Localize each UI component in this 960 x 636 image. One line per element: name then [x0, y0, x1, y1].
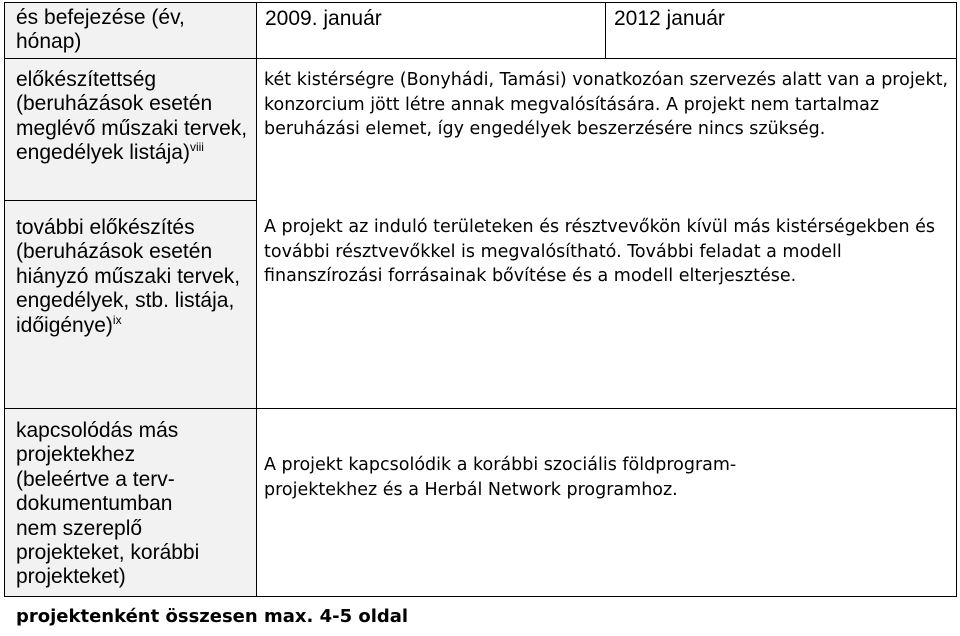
rule: [5, 58, 957, 59]
end-date: 2012 január: [614, 7, 725, 30]
label-links: kapcsolódás más projektekhez (beleértve a terv-dokumentumban nem szereplő projekteket, korábbi projekteket): [16, 419, 200, 589]
rule: [4, 2, 5, 597]
rule: [256, 2, 257, 597]
preparedness-text: két kistérségre (Bonyhádi, Tamási) vonatkozóan szervezés alatt van a projekt, konzorcium jött létre annak megvalósítására. A projekt nem tartalmaz beruházási elemet, így engedélyek beszerzésére nincs szükség.: [264, 70, 949, 140]
rule: [5, 596, 957, 597]
links-text: A projekt kapcsolódik a korábbi szociális földprogram-projektekhez és a Herbál Network programhoz.: [264, 455, 737, 500]
rule: [5, 408, 957, 409]
label-preparedness: előkészítettség (beruházások esetén meglévő műszaki tervek, engedélyek listája)$^{viii}$: [16, 68, 248, 165]
page-limit-note: projektenként összesen max. 4-5 oldal: [16, 606, 409, 627]
footnote-ix: ix: [112, 312, 122, 327]
footnote-viii: viii: [189, 140, 204, 155]
rule: [5, 2, 957, 3]
label-further-prep: további előkészítés (beruházások esetén hiányzó műszaki tervek, engedélyek, stb. listája, időigénye)$^{ix}$: [16, 216, 241, 337]
further-prep-text: A projekt az induló területeken és résztvevőkön kívül más kistérségekben és további résztvevőkkel is megvalósítható. További feladat a modell finanszírozási forrásainak bővítése és a modell elterjesztése.: [264, 217, 936, 287]
rule: [5, 200, 256, 201]
rule: [605, 2, 606, 59]
rule: [956, 2, 957, 597]
label-end-date: és befejezése (év, hónap): [16, 6, 185, 54]
start-date: 2009. január: [265, 7, 382, 30]
